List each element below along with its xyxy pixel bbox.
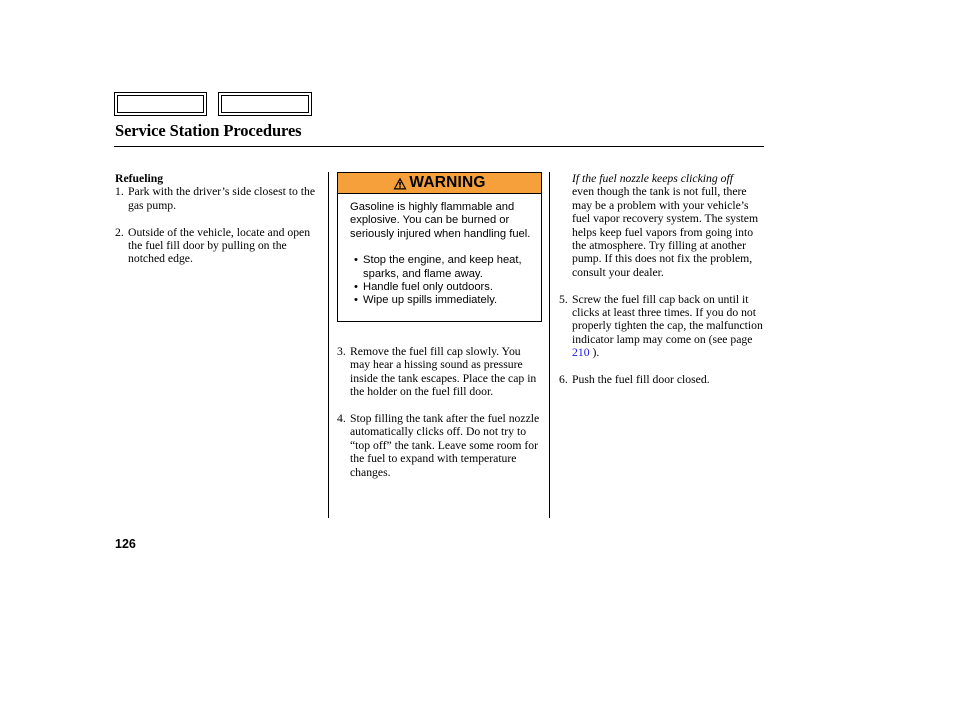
step-number: 6. bbox=[559, 373, 568, 387]
step-number: 5. bbox=[559, 292, 568, 306]
step-number: 3. bbox=[337, 345, 346, 358]
step-4 bbox=[337, 412, 542, 479]
step-text: Park with the driver’s side closest to the gas pump. bbox=[128, 185, 316, 212]
warning-message: Gasoline is highly flammable and explosive. You can be burned or seriously injured when handling fuel. bbox=[350, 201, 531, 240]
step-6 bbox=[559, 373, 764, 386]
column-left bbox=[115, 172, 325, 279]
nozzle-note-lead: If the fuel nozzle keeps clicking off bbox=[572, 172, 733, 185]
next-page-button[interactable] bbox=[218, 92, 312, 116]
column-divider bbox=[549, 172, 550, 518]
step-2 bbox=[115, 226, 325, 266]
column-right bbox=[559, 172, 764, 400]
warning-body bbox=[338, 194, 541, 308]
page-number: 126 bbox=[115, 537, 136, 551]
step-text: Push the fuel fill door closed. bbox=[572, 373, 710, 387]
step-text-end: ). bbox=[589, 346, 600, 360]
refueling-heading: Refueling bbox=[115, 172, 164, 185]
column-middle bbox=[337, 345, 542, 492]
warning-triangle-icon bbox=[393, 177, 407, 190]
column-divider bbox=[328, 172, 329, 518]
warning-title: WARNING bbox=[409, 174, 486, 191]
warning-bullets bbox=[350, 254, 531, 308]
warning-header bbox=[338, 173, 541, 194]
step-text: Remove the fuel fill cap slowly. You may hear a hissing sound as pressure inside the tank escapes. Place the cap in the holder on the fuel fill door. bbox=[350, 345, 537, 399]
step-text: Outside of the vehicle, locate and open the fuel fill door by pulling on the notched edge. bbox=[128, 225, 311, 266]
warning-bullet: • Wipe up spills immediately. bbox=[354, 294, 498, 307]
step-5 bbox=[559, 293, 764, 360]
page-reference-link[interactable]: 210 bbox=[572, 346, 590, 360]
step-number: 2. bbox=[115, 225, 124, 239]
section-title: Service Station Procedures bbox=[115, 121, 302, 140]
step-3 bbox=[337, 345, 542, 399]
step-1 bbox=[115, 185, 325, 212]
step-number: 4. bbox=[337, 412, 346, 426]
warning-box bbox=[337, 172, 542, 322]
previous-page-button[interactable] bbox=[114, 92, 207, 116]
warning-bullet: • Handle fuel only outdoors. bbox=[354, 281, 493, 294]
step-text: Screw the fuel fill cap back on until it clicks at least three times. If you do not properly tighten the cap, the malfunction indicator lamp may come on (see page bbox=[572, 292, 763, 346]
warning-bullet: • Stop the engine, and keep heat, sparks, and flame away. bbox=[354, 254, 522, 280]
title-divider bbox=[114, 146, 764, 147]
step-number: 1. bbox=[115, 185, 124, 199]
step-text: Stop filling the tank after the fuel nozzle automatically clicks off. Do not try to “top off” the tank. Leave some room for the fuel to expand with temperature changes. bbox=[350, 412, 540, 479]
nozzle-note-body: even though the tank is not full, there may be a problem with your vehicle’s fuel vapor recovery system. The system helps keep fuel vapors from going into the atmosphere. Try filling at another pump. If this does not fix the problem, consult your dealer. bbox=[572, 185, 759, 279]
